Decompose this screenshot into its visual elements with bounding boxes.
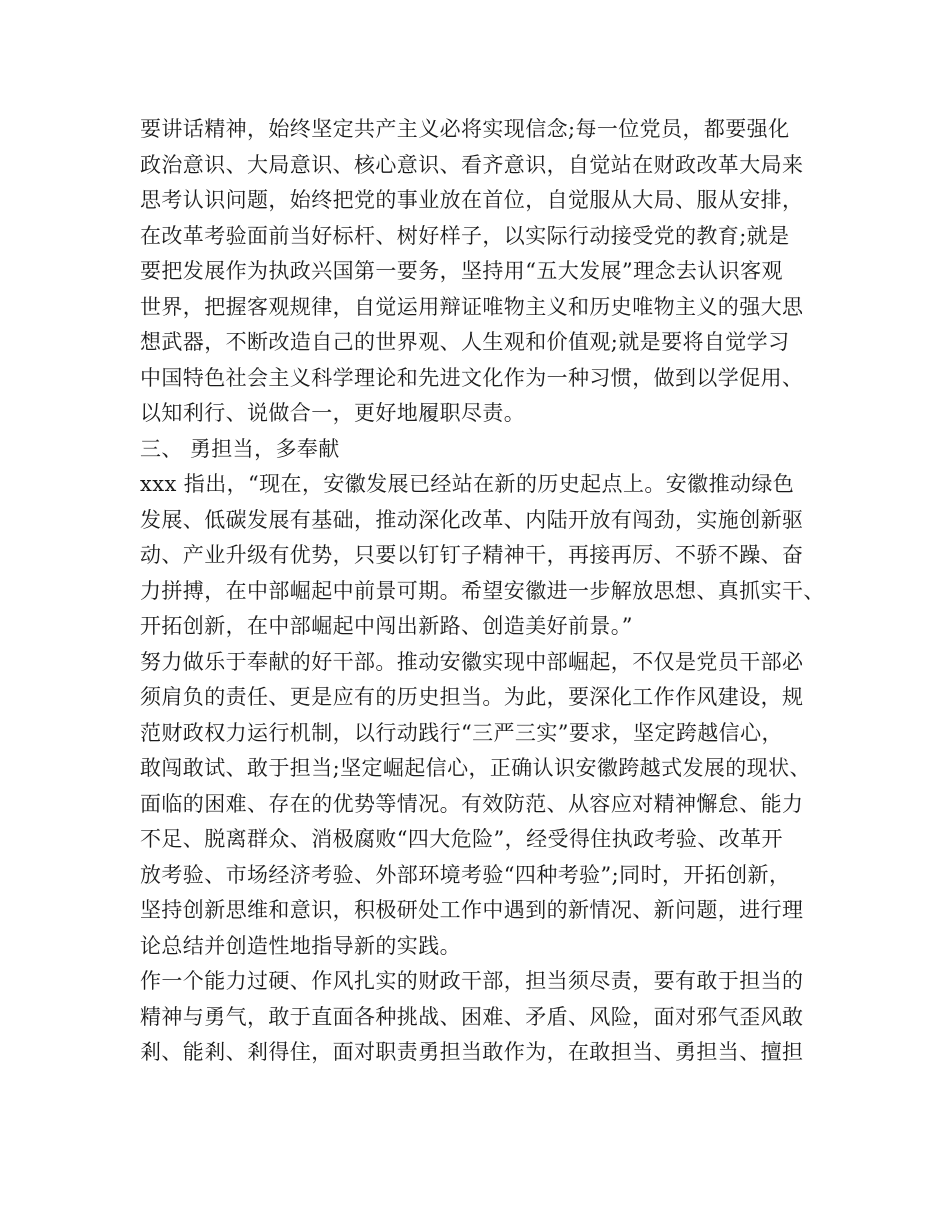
body-text: [140, 112, 840, 1071]
text-line: 要把发展作为执政兴国第一要务，坚持用“五大发展”理念去认识客观: [140, 259, 783, 283]
text-line: 论总结并创造性地指导新的实践。: [140, 933, 461, 958]
text-line: 范财政权力运行机制，以行动践行“三严三实”要求，坚定跨越信心，: [140, 720, 783, 745]
text-line: 世界，把握客观规律，自觉运用辩证唯物主义和历史唯物主义的强大思: [140, 294, 804, 319]
text-line: xxx 指出，“现在，安徽发展已经站在新的历史起点上。安徽推动绿色: [140, 472, 795, 496]
text-line: 以知利行、说做合一，更好地履职尽责。: [140, 401, 526, 425]
text-line: 中国特色社会主义科学理论和先进文化作为一种习惯，做到以学促用、: [140, 365, 804, 390]
text-line: 面临的困难、存在的优势等情况。有效防范、从容应对精神懈怠、能力: [140, 791, 804, 816]
section-heading: 三、 勇担当，多奉献: [140, 436, 340, 461]
text-line: 在改革考验面前当好标杆、树好样子，以实际行动接受党的教育;就是: [140, 223, 790, 248]
text-line: 敢闯敢试、敢于担当;坚定崛起信心，正确认识安徽跨越式发展的现状、: [140, 756, 811, 780]
text-line: 坚持创新思维和意识，积极研处工作中遇到的新情况、新问题，进行理: [140, 898, 804, 922]
text-line: 政治意识、大局意识、核心意识、看齐意识，自觉站在财政改革大局来: [140, 152, 804, 177]
text-line: 作一个能力过硬、作风扎实的财政干部，担当须尽责，要有敢于担当的: [140, 969, 804, 993]
text-line: 思考认识问题，始终把党的事业放在首位，自觉服从大局、服从安排，: [140, 188, 804, 212]
text-line: 精神与勇气，敢于直面各种挑战、困难、矛盾、风险，面对邪气歪风敢: [140, 1004, 804, 1029]
text-line: 剎、能剎、剎得住，面对职责勇担当敢作为，在敢担当、勇担当、擅担: [140, 1040, 804, 1064]
text-line: 开拓创新，在中部崛起中闯出新路、创造美好前景。”: [140, 614, 633, 638]
text-line: 想武器，不断改造自己的世界观、人生观和价值观;就是要将自觉学习: [140, 330, 790, 354]
text-line: 放考验、市场经济考验、外部环境考验“四种考验”;同时，开拓创新，: [140, 862, 791, 887]
text-line: 须肩负的责任、更是应有的历史担当。为此，要深化工作作风建设，规: [140, 685, 804, 709]
text-line: 不足、脱离群众、消极腐败“四大危险”，经受得住执政考验、改革开: [140, 827, 783, 851]
text-line: 努力做乐于奉献的好干部。推动安徽实现中部崛起，不仅是党员干部必: [140, 649, 804, 674]
text-line: 力拼搏，在中部崛起中前景可期。希望安徽进一步解放思想、真抓实干、: [140, 578, 825, 603]
text-line: 动、产业升级有优势，只要以钉钉子精神干，再接再厉、不骄不躁、奋: [140, 543, 804, 567]
text-line: 要讲话精神，始终坚定共产主义必将实现信念;每一位党员，都要强化: [140, 117, 790, 141]
text-line: 发展、低碳发展有基础，推动深化改革、内陆开放有闯劲，实施创新驱: [140, 507, 804, 532]
